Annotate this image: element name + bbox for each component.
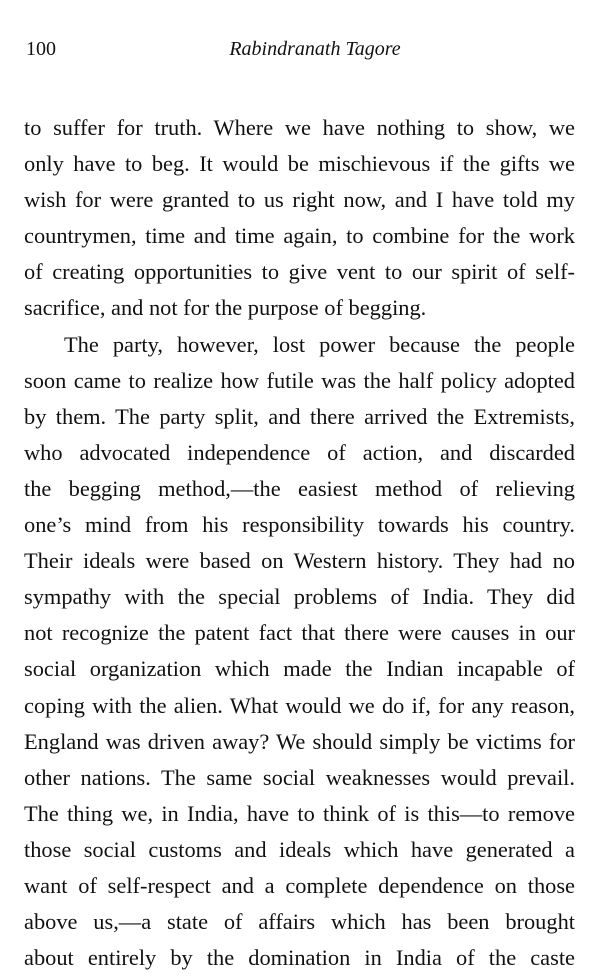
text-line: want of self-respect and a complete dependence on those bbox=[24, 872, 575, 898]
text-line: by them. The party split, and there arrived the Extremists, bbox=[24, 403, 575, 429]
page-header bbox=[26, 34, 574, 64]
text-line: other nations. The same social weaknesses would prevail. bbox=[24, 764, 575, 790]
text-line: England was driven away? We should simply be victims for bbox=[24, 728, 575, 754]
text-line: countrymen, time and time again, to combine for the work bbox=[24, 223, 575, 249]
text-line: those social customs and ideals which have generated a bbox=[24, 836, 575, 862]
text-line: soon came to realize how futile was the half policy adopted bbox=[24, 367, 575, 393]
text-line: to suffer for truth. Where we have nothing to show, we bbox=[24, 115, 575, 140]
text-line: sacrifice, and not for the purpose of begging. bbox=[24, 295, 427, 321]
text-line: social organization which made the Indian incapable of bbox=[24, 656, 575, 682]
text-line: coping with the alien. What would we do if, for any reason, bbox=[24, 692, 575, 718]
body-text bbox=[24, 110, 575, 976]
running-head: Rabindranath Tagore bbox=[229, 38, 401, 60]
text-line: one’s mind from his responsibility towards his country. bbox=[24, 512, 575, 538]
text-line: of creating opportunities to give vent to our spirit of self- bbox=[24, 259, 575, 285]
text-line: only have to beg. It would be mischievous if the gifts we bbox=[24, 151, 575, 177]
text-line: The thing we, in India, have to think of is this—to remove bbox=[24, 800, 575, 826]
text-line: above us,—a state of affairs which has been brought bbox=[24, 909, 575, 935]
text-line: wish for were granted to us right now, and I have told my bbox=[24, 187, 575, 213]
text-line: Their ideals were based on Western history. They had no bbox=[24, 548, 575, 574]
text-line: sympathy with the special problems of India. They did bbox=[24, 584, 575, 610]
text-line: the begging method,—the easiest method of relieving bbox=[24, 475, 575, 501]
text-line: about entirely by the domination in India of the caste bbox=[24, 945, 575, 971]
text-line: who advocated independence of action, and discarded bbox=[24, 439, 575, 465]
page-number: 100 bbox=[26, 38, 56, 60]
text-line: not recognize the patent fact that there were causes in our bbox=[24, 620, 575, 646]
text-line: The party, however, lost power because the people bbox=[64, 331, 575, 357]
